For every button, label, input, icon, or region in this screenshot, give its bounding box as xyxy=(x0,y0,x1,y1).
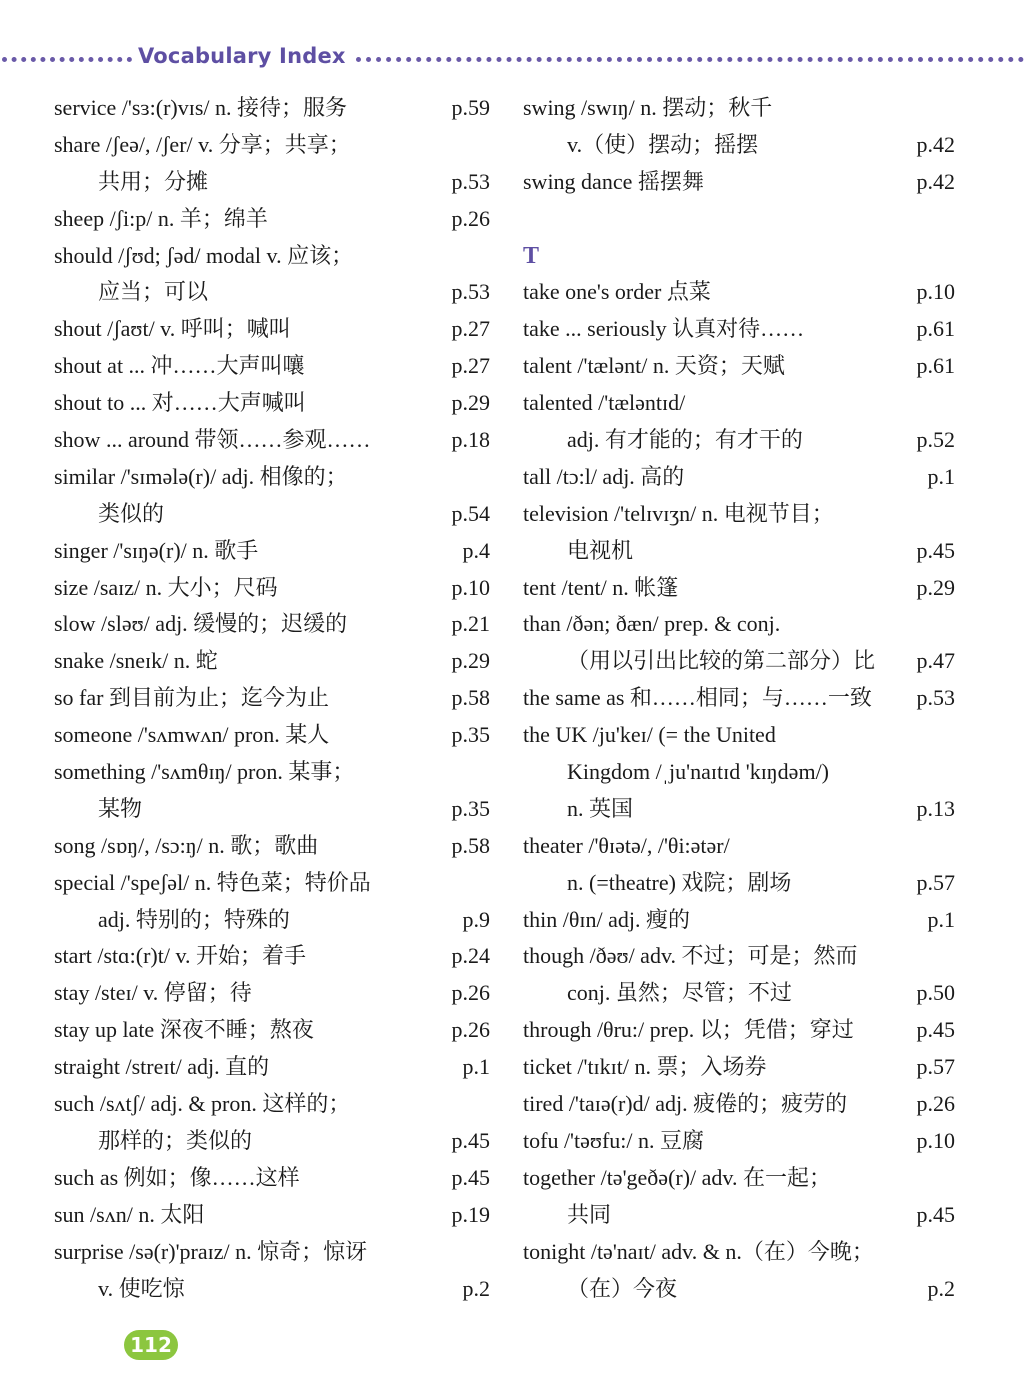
index-header xyxy=(0,42,1024,74)
index-entry xyxy=(54,164,490,201)
entry-page-ref: p.47 xyxy=(916,648,955,674)
entry-page-ref: p.29 xyxy=(916,574,955,600)
index-entry xyxy=(54,865,490,902)
entry-page-ref: p.10 xyxy=(451,574,490,600)
index-entry xyxy=(54,90,490,127)
index-entry xyxy=(523,865,955,902)
index-entry xyxy=(523,1049,955,1086)
index-entry xyxy=(54,902,490,939)
index-entry xyxy=(54,975,490,1012)
index-entry xyxy=(523,1271,955,1308)
index-entry xyxy=(523,274,955,311)
entry-page-ref: p.45 xyxy=(451,1164,490,1190)
entry-text: sheep /ʃi:p/ n. 羊；绵羊 xyxy=(54,205,268,231)
entry-text: swing dance 摇摆舞 xyxy=(523,168,704,194)
header-dots-right xyxy=(356,57,1024,62)
index-entry xyxy=(54,1049,490,1086)
index-entry xyxy=(54,274,490,311)
index-entry xyxy=(523,385,955,422)
index-entry xyxy=(523,1123,955,1160)
entry-text: 共用；分摊 xyxy=(98,168,209,194)
entry-text: share /ʃeə/, /ʃer/ v. 分享；共享； xyxy=(54,131,351,157)
entry-text: talented /'tæləntɪd/ xyxy=(523,390,686,416)
entry-page-ref: p.42 xyxy=(916,131,955,157)
entry-page-ref: p.50 xyxy=(916,980,955,1006)
section-letter-heading xyxy=(523,238,955,275)
entry-text: snake /sneɪk/ n. 蛇 xyxy=(54,648,218,674)
entry-page-ref: p.58 xyxy=(451,685,490,711)
index-entry xyxy=(523,311,955,348)
entry-text: surprise /sə(r)'praɪz/ n. 惊奇；惊讶 xyxy=(54,1238,368,1264)
index-column-right xyxy=(523,90,955,1307)
entry-text: adj. 特别的；特殊的 xyxy=(98,906,290,932)
entry-text: such /sʌtʃ/ adj. & pron. 这样的； xyxy=(54,1091,351,1117)
index-entry xyxy=(54,1234,490,1271)
entry-text: the UK /ju'keɪ/ (= the United xyxy=(523,722,776,748)
entry-text: start /stɑ:(r)t/ v. 开始；着手 xyxy=(54,943,307,969)
entry-text: n. (=theatre) 戏院；剧场 xyxy=(567,869,792,895)
index-entry xyxy=(54,1086,490,1123)
index-entry xyxy=(54,791,490,828)
entry-page-ref: p.26 xyxy=(916,1091,955,1117)
index-entry xyxy=(54,422,490,459)
entry-text: the same as 和……相同；与……一致 xyxy=(523,685,872,711)
entry-text: 电视机 xyxy=(567,537,634,563)
index-entry xyxy=(523,127,955,164)
index-entry xyxy=(54,348,490,385)
index-entry xyxy=(54,1271,490,1308)
entry-page-ref: p.35 xyxy=(451,722,490,748)
entry-text: special /'speʃəl/ n. 特色菜；特价品 xyxy=(54,869,371,895)
entry-text: though /ðəʊ/ adv. 不过；可是；然而 xyxy=(523,943,858,969)
entry-text: 那样的；类似的 xyxy=(98,1127,253,1153)
entry-page-ref: p.9 xyxy=(462,906,490,932)
entry-text: similar /'sɪmələ(r)/ adj. 相像的； xyxy=(54,463,348,489)
entry-page-ref: p.10 xyxy=(916,1127,955,1153)
index-entry xyxy=(54,459,490,496)
entry-page-ref: p.53 xyxy=(451,279,490,305)
entry-text: so far 到目前为止；迄今为止 xyxy=(54,685,329,711)
entry-text: swing /swɪŋ/ n. 摆动；秋千 xyxy=(523,95,773,120)
index-entry xyxy=(523,422,955,459)
entry-text: adj. 有才能的；有才干的 xyxy=(567,427,803,453)
entry-text: straight /streɪt/ adj. 直的 xyxy=(54,1054,270,1080)
entry-text: （用以引出比较的第二部分）比 xyxy=(567,648,876,674)
entry-text: shout to ... 对……大声喊叫 xyxy=(54,390,306,416)
entry-page-ref: p.42 xyxy=(916,168,955,194)
header-dots-left xyxy=(2,57,132,62)
index-entry xyxy=(54,938,490,975)
entry-page-ref: p.59 xyxy=(451,95,490,120)
page-title: Vocabulary Index xyxy=(138,44,346,68)
entry-page-ref: p.45 xyxy=(916,537,955,563)
index-entry xyxy=(523,570,955,607)
index-entry xyxy=(523,938,955,975)
entry-text: tall /tɔ:l/ adj. 高的 xyxy=(523,463,685,489)
index-entry xyxy=(523,164,955,201)
index-entry xyxy=(523,348,955,385)
entry-text: take ... seriously 认真对待…… xyxy=(523,316,805,342)
entry-text: should /ʃʊd; ʃəd/ modal v. 应该； xyxy=(54,242,354,268)
entry-text: than /ðən; ðæn/ prep. & conj. xyxy=(523,611,781,637)
entry-page-ref: p.52 xyxy=(916,427,955,453)
index-entry xyxy=(523,606,955,643)
entry-page-ref: p.29 xyxy=(451,648,490,674)
entry-text: T xyxy=(523,242,540,269)
entry-page-ref: p.26 xyxy=(451,1017,490,1043)
entry-text: 某物 xyxy=(98,795,143,821)
index-entry xyxy=(523,459,955,496)
index-entry xyxy=(54,643,490,680)
entry-page-ref: p.1 xyxy=(462,1054,490,1080)
entry-text: show ... around 带领……参观…… xyxy=(54,427,371,453)
index-entry xyxy=(523,717,955,754)
entry-text: theater /'θɪətə/, /'θi:ətər/ xyxy=(523,832,730,858)
index-entry xyxy=(54,828,490,865)
entry-text: conj. 虽然；尽管；不过 xyxy=(567,980,792,1006)
entry-page-ref: p.10 xyxy=(916,279,955,305)
entry-text: n. 英国 xyxy=(567,795,634,821)
entry-page-ref: p.27 xyxy=(451,316,490,342)
entry-text: tent /tent/ n. 帐篷 xyxy=(523,574,679,600)
entry-page-ref: p.18 xyxy=(451,427,490,453)
entry-text: 类似的 xyxy=(98,500,165,526)
index-entry xyxy=(523,496,955,533)
entry-page-ref: p.27 xyxy=(451,353,490,379)
index-entry xyxy=(523,828,955,865)
entry-page-ref: p.57 xyxy=(916,1054,955,1080)
index-entry xyxy=(523,1012,955,1049)
entry-text: such as 例如；像……这样 xyxy=(54,1164,300,1190)
entry-text: together /tə'geðə(r)/ adv. 在一起； xyxy=(523,1164,831,1190)
entry-text: someone /'sʌmwʌn/ pron. 某人 xyxy=(54,722,330,748)
index-entry xyxy=(54,606,490,643)
index-entry xyxy=(523,643,955,680)
index-entry xyxy=(523,754,955,791)
index-entry xyxy=(54,201,490,238)
entry-text: 应当；可以 xyxy=(98,279,209,305)
index-entry xyxy=(54,385,490,422)
entry-text: 共同 xyxy=(567,1201,612,1227)
index-entry xyxy=(523,90,955,127)
entry-text: stay up late 深夜不睡；熬夜 xyxy=(54,1017,314,1043)
index-entry xyxy=(523,791,955,828)
page-number-badge: 112 xyxy=(124,1330,178,1360)
entry-page-ref: p.26 xyxy=(451,980,490,1006)
entry-text: take one's order 点菜 xyxy=(523,279,711,305)
entry-page-ref: p.61 xyxy=(916,353,955,379)
entry-page-ref: p.21 xyxy=(451,611,490,637)
entry-text: tonight /tə'naɪt/ adv. & n.（在）今晚； xyxy=(523,1238,874,1264)
entry-text: （在）今夜 xyxy=(567,1275,678,1301)
entry-page-ref: p.45 xyxy=(451,1127,490,1153)
entry-text: talent /'tælənt/ n. 天资；天赋 xyxy=(523,353,785,379)
entry-text: through /θru:/ prep. 以；凭借；穿过 xyxy=(523,1017,854,1043)
entry-text: song /sɒŋ/, /sɔ:ŋ/ n. 歌；歌曲 xyxy=(54,832,319,858)
entry-page-ref: p.57 xyxy=(916,869,955,895)
index-entry xyxy=(54,1123,490,1160)
entry-page-ref: p.1 xyxy=(927,906,955,932)
index-entry xyxy=(54,717,490,754)
entry-text: singer /'sɪŋə(r)/ n. 歌手 xyxy=(54,537,259,563)
entry-page-ref: p.19 xyxy=(451,1201,490,1227)
index-entry xyxy=(523,975,955,1012)
entry-page-ref: p.24 xyxy=(451,943,490,969)
entry-page-ref: p.58 xyxy=(451,832,490,858)
index-entry xyxy=(54,238,490,275)
index-entry xyxy=(54,1197,490,1234)
index-entry xyxy=(54,680,490,717)
entry-text: v.（使）摆动；摇摆 xyxy=(567,131,759,157)
index-entry xyxy=(54,496,490,533)
entry-text: size /saɪz/ n. 大小；尺码 xyxy=(54,574,278,600)
index-entry xyxy=(54,533,490,570)
index-column-left xyxy=(54,90,490,1307)
entry-page-ref: p.45 xyxy=(916,1017,955,1043)
entry-text: television /'telɪvɪʒn/ n. 电视节目； xyxy=(523,500,834,526)
entry-text: slow /sləʊ/ adj. 缓慢的；迟缓的 xyxy=(54,611,348,637)
index-entry xyxy=(523,533,955,570)
index-entry xyxy=(523,902,955,939)
index-entry xyxy=(523,1086,955,1123)
entry-text: something /'sʌmθɪŋ/ pron. 某事； xyxy=(54,759,355,785)
entry-text: v. 使吃惊 xyxy=(98,1275,185,1301)
index-entry xyxy=(523,680,955,717)
entry-page-ref: p.45 xyxy=(916,1201,955,1227)
entry-page-ref: p.29 xyxy=(451,390,490,416)
entry-text: shout at ... 冲……大声叫嚷 xyxy=(54,353,305,379)
index-entry xyxy=(54,127,490,164)
entry-text: tofu /'təʊfu:/ n. 豆腐 xyxy=(523,1127,705,1153)
entry-text: service /'sɜ:(r)vɪs/ n. 接待；服务 xyxy=(54,95,348,120)
entry-text: thin /θɪn/ adj. 瘦的 xyxy=(523,906,690,932)
entry-page-ref: p.13 xyxy=(916,795,955,821)
entry-page-ref: p.53 xyxy=(451,168,490,194)
index-entry xyxy=(523,201,955,238)
entry-text: Kingdom /ˌju'naɪtɪd 'kɪŋdəm/) xyxy=(567,759,830,785)
entry-text: stay /steɪ/ v. 停留；待 xyxy=(54,980,252,1006)
entry-page-ref: p.54 xyxy=(451,500,490,526)
entry-page-ref: p.4 xyxy=(462,537,490,563)
entry-text: tired /'taɪə(r)d/ adj. 疲倦的；疲劳的 xyxy=(523,1091,848,1117)
index-entry xyxy=(54,1012,490,1049)
entry-text: ticket /'tɪkɪt/ n. 票；入场券 xyxy=(523,1054,767,1080)
index-entry xyxy=(54,311,490,348)
entry-text: shout /ʃaʊt/ v. 呼叫；喊叫 xyxy=(54,316,291,342)
index-entry xyxy=(523,1197,955,1234)
index-entry xyxy=(54,570,490,607)
entry-page-ref: p.35 xyxy=(451,795,490,821)
entry-text: sun /sʌn/ n. 太阳 xyxy=(54,1201,205,1227)
entry-page-ref: p.61 xyxy=(916,316,955,342)
index-entry xyxy=(54,1160,490,1197)
index-entry xyxy=(54,754,490,791)
index-entry xyxy=(523,1234,955,1271)
index-entry xyxy=(523,1160,955,1197)
entry-page-ref: p.53 xyxy=(916,685,955,711)
entry-page-ref: p.1 xyxy=(927,463,955,489)
entry-page-ref: p.26 xyxy=(451,205,490,231)
entry-page-ref: p.2 xyxy=(462,1275,490,1301)
entry-page-ref: p.2 xyxy=(927,1275,955,1301)
